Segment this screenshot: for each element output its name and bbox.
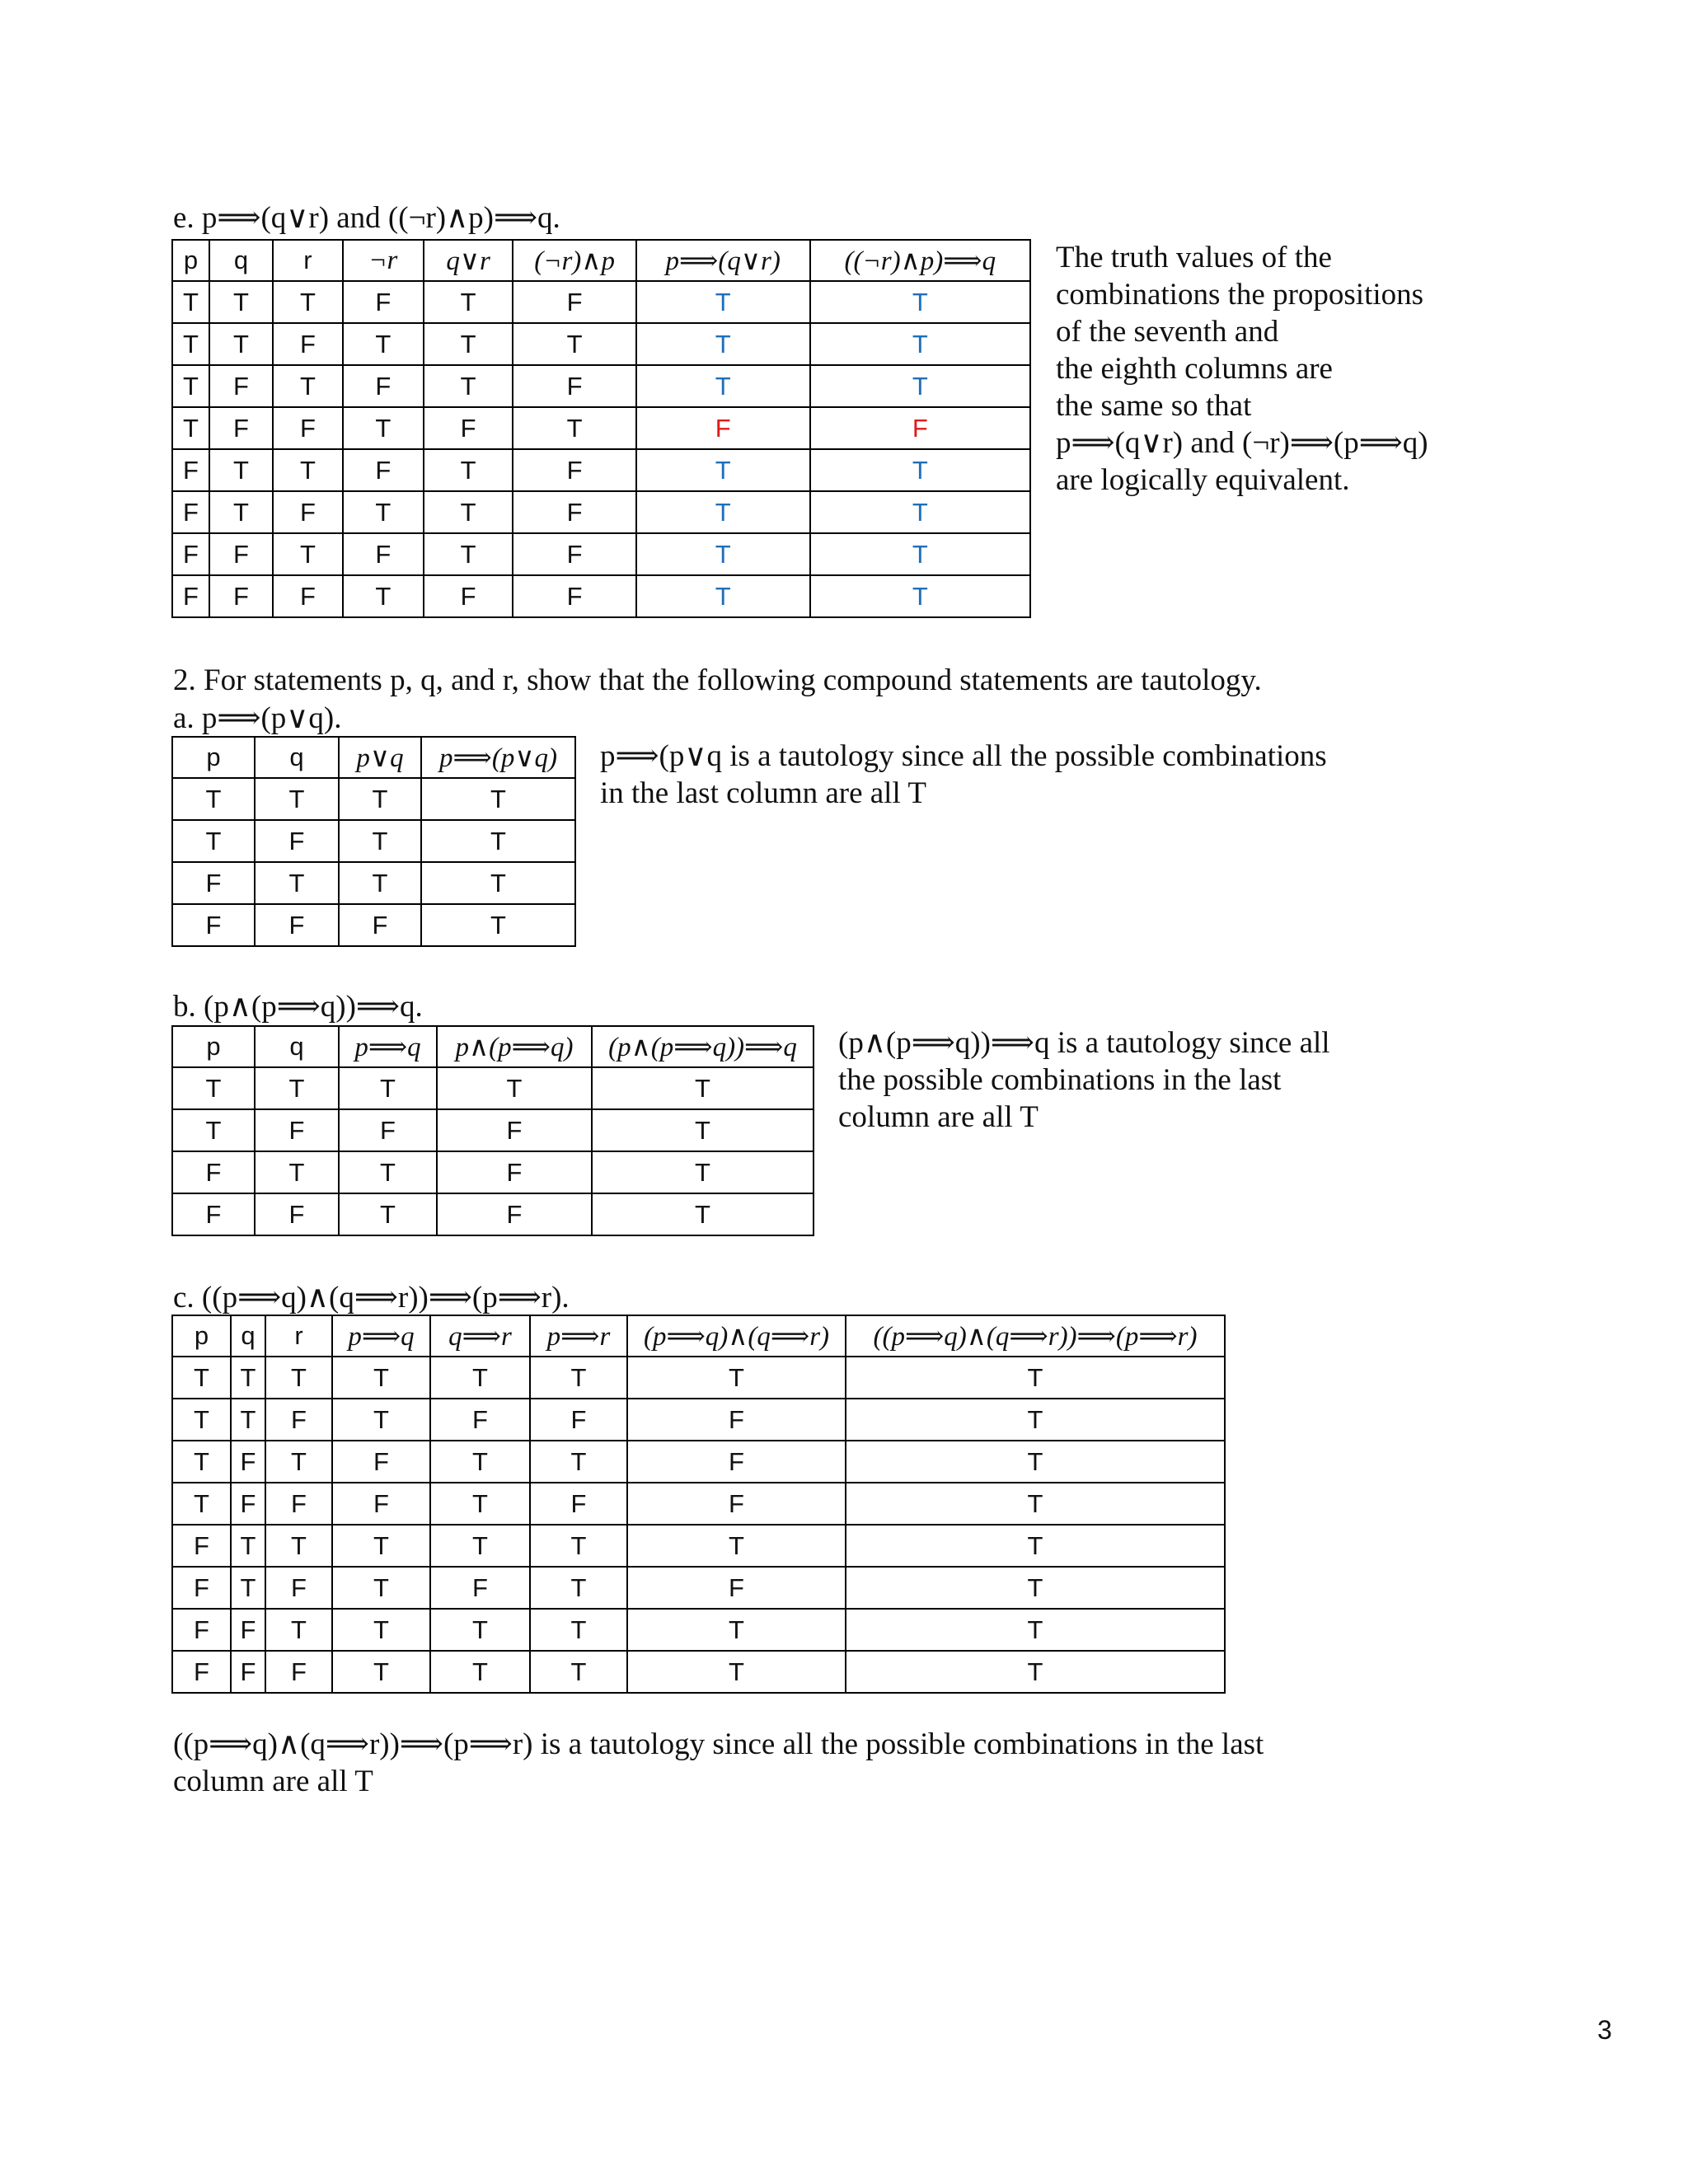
table-cell: T: [430, 1357, 530, 1399]
truth-table-c: [171, 1315, 1226, 1694]
column-header: p⟹q: [339, 1026, 437, 1067]
note-line: of the seventh and: [1056, 315, 1279, 349]
column-header: p∧(p⟹q): [437, 1026, 592, 1067]
truth-table-b: [171, 1025, 814, 1236]
table-cell: T: [846, 1399, 1225, 1441]
table-cell: T: [332, 1651, 430, 1693]
table-cell: F: [209, 533, 273, 575]
table-cell: T: [592, 1109, 814, 1151]
table-cell: T: [332, 1357, 430, 1399]
table-cell: T: [430, 1651, 530, 1693]
table-cell: F: [810, 407, 1030, 449]
table-cell: F: [530, 1399, 627, 1441]
table-cell: T: [209, 491, 273, 533]
table-cell: T: [430, 1525, 530, 1567]
table-cell: T: [339, 862, 421, 904]
table-cell: T: [421, 778, 575, 820]
table-cell: F: [172, 1651, 231, 1693]
table-cell: F: [172, 1193, 255, 1235]
table-cell: F: [430, 1567, 530, 1609]
table-cell: F: [231, 1651, 265, 1693]
column-header: ((¬r)∧p)⟹q: [810, 240, 1030, 281]
table-cell: T: [255, 1151, 339, 1193]
column-header: p⟹q: [332, 1315, 430, 1357]
truth-table-e: [171, 239, 1031, 618]
table-cell: T: [339, 1193, 437, 1235]
table-cell: F: [172, 1525, 231, 1567]
table-row: [172, 778, 575, 820]
table-row: [172, 862, 575, 904]
table-cell: T: [339, 820, 421, 862]
table-row: [172, 533, 1030, 575]
table-cell: T: [265, 1609, 332, 1651]
table-cell: T: [636, 365, 810, 407]
column-header: p⟹(q∨r): [636, 240, 810, 281]
table-cell: F: [513, 533, 635, 575]
table-cell: F: [513, 449, 635, 491]
table-cell: T: [231, 1399, 265, 1441]
table-cell: T: [273, 533, 343, 575]
column-header: q: [209, 240, 273, 281]
note-line: the same so that: [1056, 389, 1252, 423]
table-row: [172, 491, 1030, 533]
page-number: 3: [1597, 2015, 1612, 2045]
table-cell: F: [437, 1193, 592, 1235]
section-e-note: [1056, 239, 1428, 499]
table-cell: F: [636, 407, 810, 449]
column-header: p: [172, 240, 209, 281]
table-row: [172, 281, 1030, 323]
problem-2-heading: 2. For statements p, q, and r, show that the following compound statements are tautology.: [173, 663, 1262, 697]
note-line: p⟹(q∨r) and (¬r)⟹(p⟹q): [1056, 426, 1428, 460]
column-header: q: [255, 1026, 339, 1067]
column-header: q: [231, 1315, 265, 1357]
table-cell: F: [209, 365, 273, 407]
table-cell: T: [437, 1067, 592, 1109]
table-cell: F: [513, 281, 635, 323]
table-cell: T: [255, 862, 339, 904]
section-a-note: [600, 738, 1327, 812]
column-header: ((p⟹q)∧(q⟹r))⟹(p⟹r): [846, 1315, 1225, 1357]
table-cell: T: [530, 1609, 627, 1651]
table-cell: F: [627, 1441, 846, 1483]
table-cell: T: [172, 407, 209, 449]
table-cell: T: [424, 491, 513, 533]
section-e-heading: e. p⟹(q∨r) and ((¬r)∧p)⟹q.: [173, 201, 560, 235]
table-cell: T: [810, 575, 1030, 617]
table-cell: T: [513, 323, 635, 365]
table-cell: T: [172, 1441, 231, 1483]
table-cell: T: [255, 778, 339, 820]
table-cell: T: [424, 533, 513, 575]
table-cell: T: [265, 1441, 332, 1483]
table-cell: F: [513, 365, 635, 407]
table-cell: T: [627, 1651, 846, 1693]
note-line: (p∧(p⟹q))⟹q is a tautology since all: [838, 1026, 1330, 1060]
table-cell: F: [530, 1483, 627, 1525]
table-row: [172, 1357, 1225, 1399]
table-cell: T: [265, 1525, 332, 1567]
table-cell: F: [255, 1193, 339, 1235]
table-row: [172, 1193, 814, 1235]
table-cell: F: [231, 1609, 265, 1651]
table-cell: F: [209, 575, 273, 617]
table-row: [172, 323, 1030, 365]
note-line: the possible combinations in the last: [838, 1063, 1282, 1097]
table-row: [172, 820, 575, 862]
table-cell: F: [627, 1483, 846, 1525]
table-row: [172, 1567, 1225, 1609]
table-cell: F: [231, 1483, 265, 1525]
table-cell: F: [343, 365, 424, 407]
table-cell: T: [636, 533, 810, 575]
column-header: p: [172, 1315, 231, 1357]
table-cell: T: [421, 904, 575, 946]
table-cell: T: [209, 449, 273, 491]
table-row: [172, 1399, 1225, 1441]
column-header: q∨r: [424, 240, 513, 281]
table-cell: T: [627, 1609, 846, 1651]
table-cell: T: [846, 1651, 1225, 1693]
table-cell: T: [810, 491, 1030, 533]
table-row: [172, 575, 1030, 617]
column-header: p∨q: [339, 737, 421, 778]
table-cell: F: [273, 407, 343, 449]
table-cell: F: [332, 1483, 430, 1525]
table-cell: F: [172, 1609, 231, 1651]
table-cell: F: [437, 1151, 592, 1193]
table-cell: F: [513, 491, 635, 533]
note-line: column are all T: [838, 1100, 1039, 1134]
table-cell: T: [627, 1357, 846, 1399]
table-cell: F: [339, 904, 421, 946]
table-cell: F: [424, 575, 513, 617]
table-row: [172, 1483, 1225, 1525]
table-cell: F: [437, 1109, 592, 1151]
table-cell: F: [172, 533, 209, 575]
table-cell: T: [421, 862, 575, 904]
table-cell: F: [424, 407, 513, 449]
section-c-note: [173, 1726, 1264, 1800]
table-cell: T: [846, 1567, 1225, 1609]
table-cell: T: [592, 1067, 814, 1109]
table-row: [172, 904, 575, 946]
table-cell: T: [343, 323, 424, 365]
table-cell: T: [339, 1067, 437, 1109]
table-cell: F: [255, 1109, 339, 1151]
table-cell: F: [172, 449, 209, 491]
note-line: p⟹(p∨q is a tautology since all the possible combinations: [600, 739, 1327, 773]
column-header: q: [255, 737, 339, 778]
table-cell: F: [231, 1441, 265, 1483]
table-cell: T: [846, 1357, 1225, 1399]
table-cell: F: [172, 904, 255, 946]
table-cell: F: [265, 1567, 332, 1609]
table-cell: T: [339, 1151, 437, 1193]
table-cell: T: [332, 1399, 430, 1441]
table-row: [172, 365, 1030, 407]
table-cell: F: [265, 1483, 332, 1525]
table-cell: T: [810, 365, 1030, 407]
table-row: [172, 449, 1030, 491]
column-header: (¬r)∧p: [513, 240, 635, 281]
table-row: [172, 1525, 1225, 1567]
table-cell: T: [172, 820, 255, 862]
table-cell: T: [265, 1357, 332, 1399]
table-cell: F: [332, 1441, 430, 1483]
column-header: r: [265, 1315, 332, 1357]
section-a-heading: a. p⟹(p∨q).: [173, 701, 342, 735]
table-cell: T: [424, 449, 513, 491]
table-cell: T: [810, 449, 1030, 491]
table-cell: F: [273, 323, 343, 365]
table-cell: T: [343, 491, 424, 533]
column-header: (p∧(p⟹q))⟹q: [592, 1026, 814, 1067]
table-cell: T: [810, 281, 1030, 323]
note-line: in the last column are all T: [600, 776, 926, 810]
section-b-note: [838, 1024, 1330, 1136]
table-cell: F: [172, 491, 209, 533]
table-cell: T: [424, 323, 513, 365]
table-cell: T: [172, 323, 209, 365]
note-line: are logically equivalent.: [1056, 463, 1350, 497]
table-cell: T: [343, 575, 424, 617]
table-cell: F: [273, 491, 343, 533]
column-header: r: [273, 240, 343, 281]
table-cell: T: [424, 281, 513, 323]
note-line: column are all T: [173, 1765, 373, 1798]
table-cell: F: [265, 1399, 332, 1441]
table-cell: T: [209, 323, 273, 365]
table-cell: T: [530, 1357, 627, 1399]
table-cell: T: [627, 1525, 846, 1567]
section-c-heading: c. ((p⟹q)∧(q⟹r))⟹(p⟹r).: [173, 1281, 570, 1315]
table-cell: T: [530, 1651, 627, 1693]
table-cell: F: [343, 449, 424, 491]
table-cell: T: [172, 1399, 231, 1441]
column-header: p⟹r: [530, 1315, 627, 1357]
truth-table-a: [171, 736, 576, 947]
table-cell: T: [231, 1357, 265, 1399]
table-cell: T: [172, 778, 255, 820]
table-cell: T: [846, 1483, 1225, 1525]
table-row: [172, 1109, 814, 1151]
table-cell: T: [530, 1441, 627, 1483]
table-cell: T: [172, 1067, 255, 1109]
table-row: [172, 1609, 1225, 1651]
table-cell: F: [273, 575, 343, 617]
table-cell: T: [530, 1525, 627, 1567]
table-cell: T: [172, 281, 209, 323]
table-row: [172, 407, 1030, 449]
table-cell: T: [636, 449, 810, 491]
table-cell: F: [209, 407, 273, 449]
column-header: q⟹r: [430, 1315, 530, 1357]
table-cell: T: [339, 778, 421, 820]
table-cell: T: [172, 1357, 231, 1399]
table-cell: T: [636, 281, 810, 323]
table-cell: F: [513, 575, 635, 617]
table-cell: T: [636, 323, 810, 365]
table-cell: T: [430, 1483, 530, 1525]
note-line: The truth values of the: [1056, 241, 1332, 274]
table-cell: F: [343, 281, 424, 323]
table-cell: T: [273, 365, 343, 407]
table-cell: F: [172, 1151, 255, 1193]
table-cell: T: [273, 449, 343, 491]
note-line: combinations the propositions: [1056, 278, 1424, 312]
table-cell: T: [430, 1609, 530, 1651]
table-cell: F: [172, 1567, 231, 1609]
column-header: p: [172, 737, 255, 778]
table-cell: F: [172, 575, 209, 617]
table-cell: T: [592, 1193, 814, 1235]
table-cell: T: [332, 1567, 430, 1609]
table-cell: T: [424, 365, 513, 407]
table-cell: T: [172, 365, 209, 407]
table-cell: T: [636, 575, 810, 617]
table-cell: T: [513, 407, 635, 449]
column-header: (p⟹q)∧(q⟹r): [627, 1315, 846, 1357]
table-cell: T: [810, 533, 1030, 575]
note-line: ((p⟹q)∧(q⟹r))⟹(p⟹r) is a tautology since all the possible combinations in the last: [173, 1727, 1264, 1761]
note-line: the eighth columns are: [1056, 352, 1333, 386]
table-cell: F: [627, 1567, 846, 1609]
table-cell: T: [172, 1483, 231, 1525]
column-header: p⟹(p∨q): [421, 737, 575, 778]
table-cell: F: [255, 904, 339, 946]
table-cell: T: [530, 1567, 627, 1609]
table-cell: F: [430, 1399, 530, 1441]
table-cell: T: [231, 1567, 265, 1609]
table-cell: F: [339, 1109, 437, 1151]
table-cell: T: [343, 407, 424, 449]
column-header: p: [172, 1026, 255, 1067]
table-cell: F: [255, 820, 339, 862]
table-cell: T: [846, 1525, 1225, 1567]
table-cell: T: [846, 1441, 1225, 1483]
table-cell: T: [255, 1067, 339, 1109]
table-cell: T: [636, 491, 810, 533]
table-cell: T: [430, 1441, 530, 1483]
table-row: [172, 1651, 1225, 1693]
table-cell: T: [810, 323, 1030, 365]
table-cell: T: [231, 1525, 265, 1567]
table-cell: T: [846, 1609, 1225, 1651]
table-cell: T: [273, 281, 343, 323]
table-cell: T: [332, 1609, 430, 1651]
table-cell: T: [209, 281, 273, 323]
table-cell: F: [265, 1651, 332, 1693]
table-cell: T: [332, 1525, 430, 1567]
section-b-heading: b. (p∧(p⟹q))⟹q.: [173, 990, 423, 1024]
table-cell: T: [172, 1109, 255, 1151]
table-cell: F: [343, 533, 424, 575]
table-row: [172, 1067, 814, 1109]
table-cell: T: [421, 820, 575, 862]
column-header: ¬r: [343, 240, 424, 281]
table-cell: F: [627, 1399, 846, 1441]
table-cell: T: [592, 1151, 814, 1193]
table-cell: F: [172, 862, 255, 904]
table-row: [172, 1151, 814, 1193]
table-row: [172, 1441, 1225, 1483]
